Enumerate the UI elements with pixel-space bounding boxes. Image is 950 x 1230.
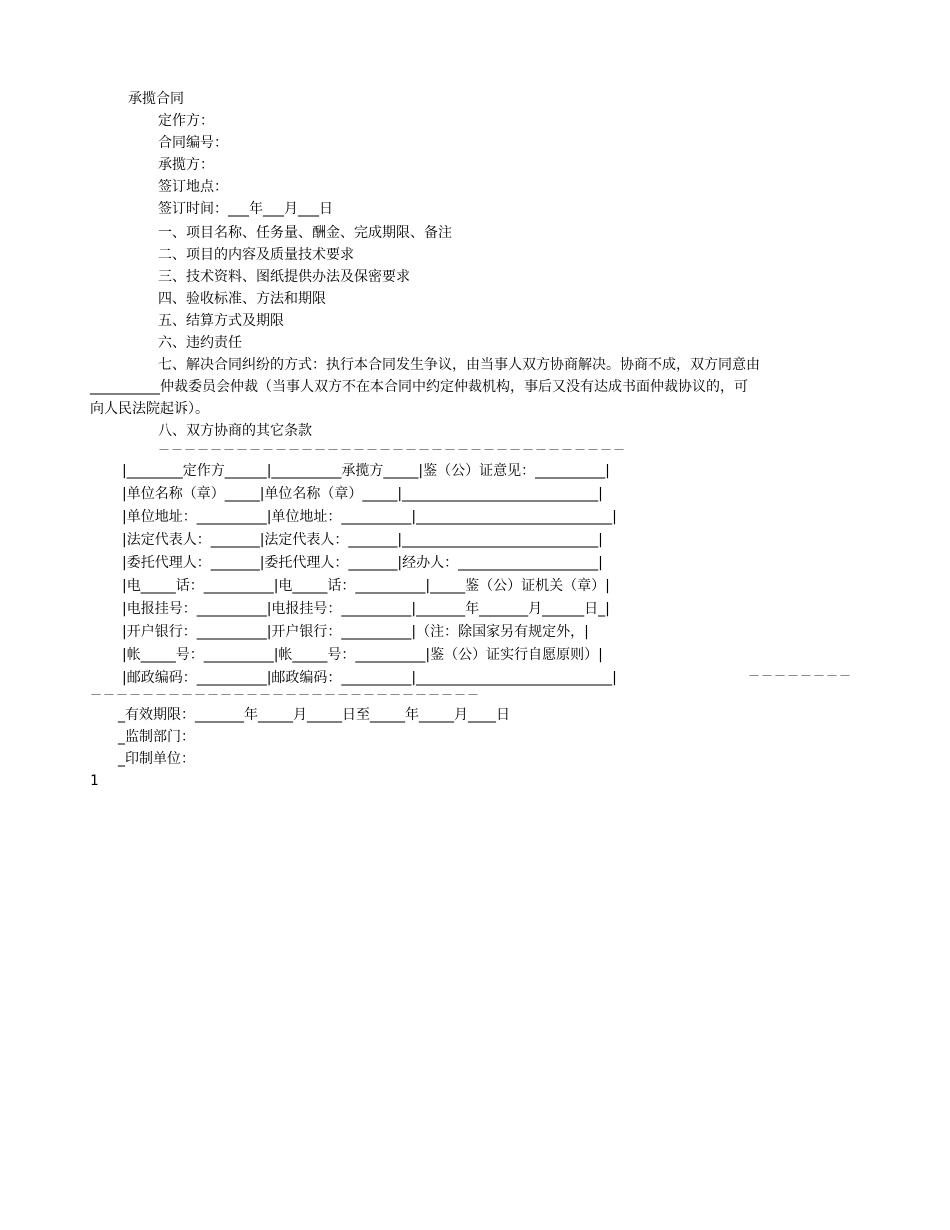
sign-table-row-telegraph: |电报挂号：__________|电报挂号：__________|_______年_______月______日_|: [122, 601, 610, 617]
sign-table-row-agent: |委托代理人：_______|委托代理人：_______|经办人：____________________|: [122, 555, 603, 571]
clause-8: 八、双方协商的其它条款: [158, 423, 312, 439]
document-title: 承揽合同: [128, 91, 184, 107]
sign-table-row-unit-name: |单位名称（章）_____|单位名称（章）_____|____________________________|: [122, 486, 603, 502]
separator-bottom: －－－－－－－－－－－－－－－－－－－－－－－－－－－－－－: [90, 688, 481, 702]
clause-2: 二、项目的内容及质量技术要求: [158, 247, 354, 263]
field-chenglanfang: 承揽方：: [158, 157, 214, 173]
clause-3: 三、技术资料、图纸提供办法及保密要求: [158, 269, 410, 285]
footer-validity-period: _有效期限：_______年_____月_____日至_____年_____月____日: [118, 707, 510, 723]
sign-table-row-phone: |电_____话：__________|电_____话：__________|_____鉴（公）证机关（章）|: [122, 578, 610, 594]
separator-tail: －－－－－－－－: [748, 669, 853, 683]
clause-7-line-1: 七、解决合同纠纷的方式：执行本合同发生争议，由当事人双方协商解决。协商不成，双方同意由: [158, 357, 760, 373]
clause-6: 六、违约责任: [158, 335, 242, 351]
sign-table-row-legal-rep: |法定代表人：_______|法定代表人：_______|____________________________|: [122, 532, 603, 548]
clause-7-line-2: __________仲裁委员会仲裁（当事人双方不在本合同中约定仲裁机构，事后又没有达成书面仲裁协议的，可: [90, 379, 748, 395]
sign-table-row-account: |帐_____号：__________|帐_____号：__________|鉴（公）证实行自愿原则）|: [122, 647, 603, 663]
sign-table-row-unit-address: |单位地址：__________|单位地址：__________|____________________________|: [122, 509, 617, 525]
separator-top: －－－－－－－－－－－－－－－－－－－－－－－－－－－－－－－－－－－－: [158, 443, 627, 457]
sign-table-row-postcode: |邮政编码：__________|邮政编码：__________|____________________________|: [122, 670, 617, 686]
footer-supervising-dept: _监制部门：: [118, 729, 195, 745]
field-contract-number: 合同编号：: [158, 135, 228, 151]
clause-7-line-3: 向人民法院起诉）。: [90, 401, 209, 417]
clause-4: 四、验收标准、方法和期限: [158, 291, 326, 307]
field-dingzuofang: 定作方：: [158, 113, 214, 129]
field-signing-date: 签订时间：___年___月___日: [158, 201, 333, 217]
clause-5: 五、结算方式及期限: [158, 313, 284, 329]
footer-printing-unit: _印制单位：: [118, 751, 195, 767]
sign-table-row-header: |________定作方______|__________承揽方_____|鉴（公）证意见：__________|: [122, 463, 610, 479]
field-signing-place: 签订地点：: [158, 179, 228, 195]
sign-table-row-bank: |开户银行：__________|开户银行：__________|（注：除国家另有规定外，|: [122, 624, 589, 640]
clause-1: 一、项目名称、任务量、酬金、完成期限、备注: [158, 225, 452, 241]
page-number: 1: [90, 773, 99, 789]
